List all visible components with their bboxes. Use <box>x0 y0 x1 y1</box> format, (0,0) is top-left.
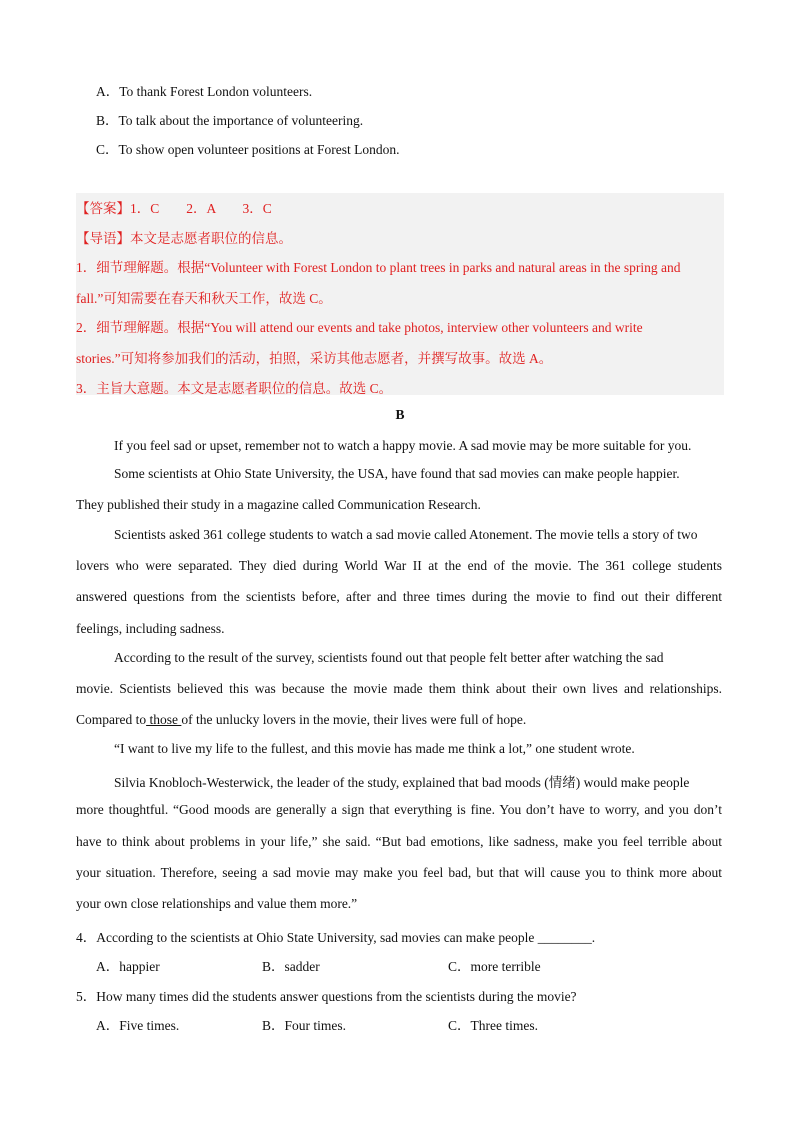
question-5-option-a: A．Five times. <box>96 1018 180 1033</box>
passage-heading: B <box>395 407 405 422</box>
passage-paragraph-3-line-3: answered questions from the scientists before, after and three times during the movie to find out their different <box>76 589 722 604</box>
passage-paragraph-4-line-1: According to the result of the survey, scientists found out that people felt better after watching the sad <box>114 650 664 665</box>
explanation-1-line-2: fall.”可知需要在春天和秋天工作，故选 C。 <box>76 291 332 306</box>
passage-paragraph-6-line-1: Silvia Knobloch-Westerwick, the leader of the study, explained that bad moods (情绪) would make people <box>114 775 690 790</box>
passage-paragraph-3-line-2: lovers who were separated. They died during World War II at the end of the movie. The 361 college students <box>76 558 722 573</box>
passage-paragraph-5: “I want to live my life to the fullest, and this movie has made me think a lot,” one student wrote. <box>114 741 635 756</box>
answer-key: 【答案】1．C 2．A 3．C <box>76 201 272 216</box>
guide-text: 【导语】本文是志愿者职位的信息。 <box>76 231 292 246</box>
question-5-stem: 5．How many times did the students answer questions from the scientists during the movie? <box>76 989 577 1004</box>
q3-option-b: B．To talk about the importance of volunteering. <box>96 113 364 128</box>
passage-paragraph-4-line-3 <box>76 712 526 728</box>
passage-paragraph-2-line-1: Some scientists at Ohio State University, the USA, have found that sad movies can make people happier. <box>114 466 680 481</box>
paragraph-4-tail-text: of the unlucky lovers in the movie, their lives were full of hope. <box>181 712 527 727</box>
underlined-word-those: those <box>146 712 182 727</box>
question-4-option-b: B．sadder <box>262 959 320 974</box>
passage-paragraph-2-line-2: They published their study in a magazine called Communication Research. <box>76 497 481 512</box>
question-5-option-b: B．Four times. <box>262 1018 347 1033</box>
compared-to-text: Compared to <box>76 712 147 727</box>
passage-paragraph-3-line-1: Scientists asked 361 college students to watch a sad movie called Atonement. The movie tells a story of two <box>114 527 698 542</box>
explanation-2-line-1: 2．细节理解题。根据“You will attend our events and take photos, interview other volunteers and write <box>76 320 643 335</box>
passage-paragraph-6-line-3: have to think about problems in your life,” she said. “But bad emotions, like sadness, make you feel terrible about <box>76 834 722 849</box>
explanation-3: 3．主旨大意题。本文是志愿者职位的信息。故选 C。 <box>76 381 393 396</box>
explanation-1-line-1: 1．细节理解题。根据“Volunteer with Forest London to plant trees in parks and natural areas in the spring and <box>76 260 681 275</box>
question-4-option-c: C．more terrible <box>448 959 541 974</box>
question-4-option-a: A．happier <box>96 959 160 974</box>
passage-paragraph-6-line-2: more thoughtful. “Good moods are generally a sign that everything is fine. You don’t have to worry, and you don’t <box>76 802 722 817</box>
passage-paragraph-1: If you feel sad or upset, remember not to watch a happy movie. A sad movie may be more suitable for you. <box>114 438 692 453</box>
question-4-stem: 4．According to the scientists at Ohio State University, sad movies can make people ________. <box>76 930 596 945</box>
passage-paragraph-6-line-4: your situation. Therefore, seeing a sad movie may make you feel bad, but that will cause you to think more about <box>76 865 722 880</box>
question-5-option-c: C．Three times. <box>448 1018 538 1033</box>
q3-option-c: C．To show open volunteer positions at Forest London. <box>96 142 400 157</box>
passage-paragraph-6-line-5: your own close relationships and value them more.” <box>76 896 358 911</box>
explanation-2-line-2: stories.”可知将参加我们的活动，拍照，采访其他志愿者，并撰写故事。故选 A。 <box>76 351 553 366</box>
passage-paragraph-4-line-2: movie. Scientists believed this was because the movie made them think about their own lives and relationships. <box>76 681 722 696</box>
q3-option-a: A．To thank Forest London volunteers. <box>96 84 313 99</box>
passage-paragraph-3-line-4: feelings, including sadness. <box>76 621 225 636</box>
